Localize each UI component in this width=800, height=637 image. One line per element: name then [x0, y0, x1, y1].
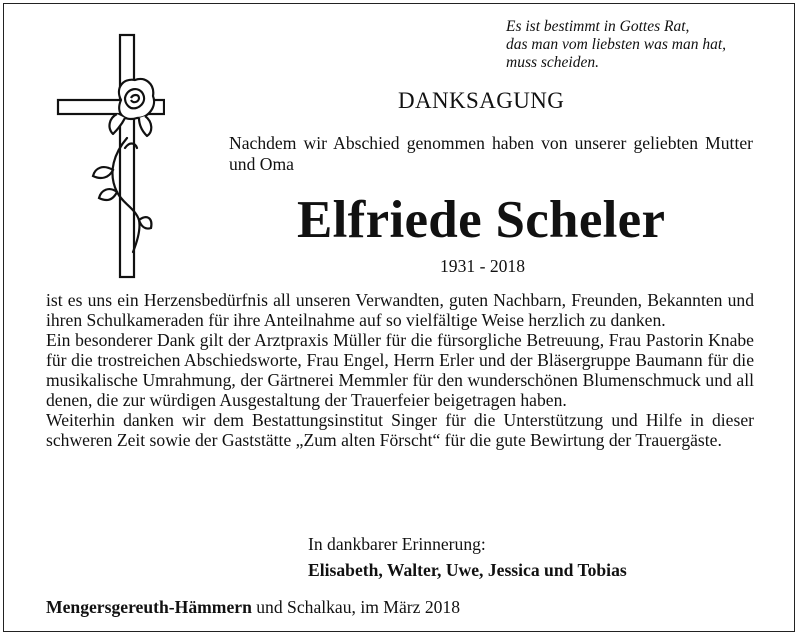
bible-motto: [506, 18, 776, 72]
place-date-rest: und Schalkau, im März 2018: [251, 597, 461, 617]
cross-with-rose-icon: [55, 30, 165, 280]
closing-line: In dankbarer Erinnerung:: [308, 534, 486, 554]
body-paragraph: Ein besonderer Dank gilt der Arztpraxis Müller für die fürsorgliche Betreuung, Frau Pastorin Knabe für die trostreichen Abschiedsworte, Frau Engel, Herrn Erler und der Bläsergruppe Baumann für die musikalische Umrahmung, der Gärtnerei Memmler für den wunderschönen Blumenschmuck und all denen, die zur würdigen Ausgestaltung der Trauerfeier beigetragen haben.: [46, 330, 754, 410]
notice-heading: DANKSAGUNG: [398, 88, 565, 113]
place-name: Mengersgereuth-Hämmern: [46, 597, 252, 617]
body-paragraph: Weiterhin danken wir dem Bestattungsinstitut Singer für die Unterstützung und Hilfe in dieser schweren Zeit sowie der Gaststätte „Zum alten Förscht“ für die gute Bewirtung der Trauergäste.: [46, 410, 754, 450]
place-date-line: [46, 597, 460, 618]
signers: Elisabeth, Walter, Uwe, Jessica und Tobias: [308, 560, 627, 580]
body-paragraph: ist es uns ein Herzensbedürfnis all unseren Verwandten, guten Nachbarn, Freunden, Bekannten und ihren Schulkameraden für ihre Anteilnahme auf so vielfältige Weise herzlich zu danken.: [46, 290, 754, 330]
motto-line: muss scheiden.: [506, 54, 599, 71]
body-text: [46, 290, 754, 450]
motto-line: das man vom liebsten was man hat,: [506, 36, 727, 53]
life-years: 1931 - 2018: [440, 256, 526, 276]
intro-text: Nachdem wir Abschied genommen haben von unserer geliebten Mutter und Oma: [229, 133, 753, 174]
motto-line: Es ist bestimmt in Gottes Rat,: [506, 18, 690, 35]
deceased-name: Elfriede Scheler: [297, 191, 666, 249]
